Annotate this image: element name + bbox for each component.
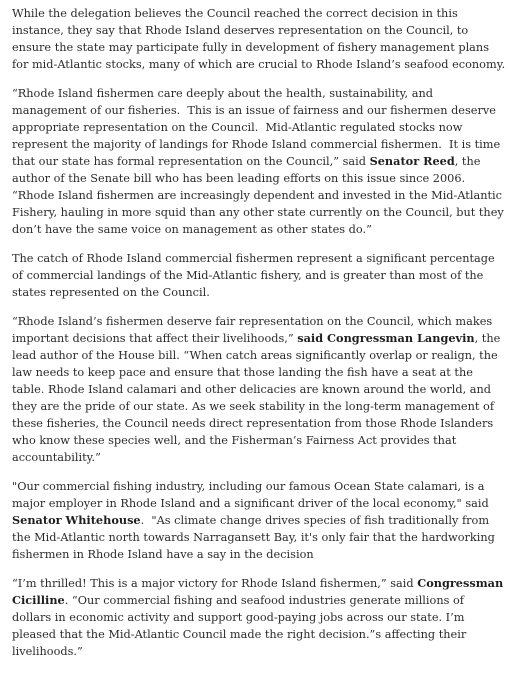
paragraph-catch-statistics <box>12 250 506 301</box>
quote-text: . “Our commercial fishing and seafood industries generate millions of dollars in economic activity and support good-paying jobs across our state. I’m pleased that the Mid-Atlantic Council made the right decision.”s affecting their livelihoods.” <box>12 594 470 658</box>
speaker-name-langevin: said Congressman Langevin <box>297 331 475 345</box>
quote-text: "Our commercial fishing industry, including our famous Ocean State calamari, is a major employer in Rhode Island and a significant driver of the local economy," said <box>12 480 493 510</box>
paragraph-langevin-quote <box>12 313 506 466</box>
quote-text: “Rhode Island’s fishermen deserve fair representation on the Council, which makes important decisions that affect their livelihoods,” <box>12 315 496 345</box>
paragraph-text: While the delegation believes the Council reached the correct decision in this instance, they say that Rhode Island deserves representation on the Council, to ensure the state may participate fully in development of fishery management plans for mid-Atlantic stocks, many of which are crucial to Rhode Island’s seafood economy. <box>12 7 506 71</box>
speaker-name-whitehouse: Senator Whitehouse <box>12 513 141 527</box>
paragraph-cicilline-quote <box>12 575 506 660</box>
speaker-name-reed: Senator Reed <box>369 154 455 168</box>
quote-text: “I’m thrilled! This is a major victory for Rhode Island fishermen,” said <box>12 577 418 590</box>
speaker-name-cicilline: Congressman Cicilline <box>12 576 508 607</box>
quote-text: , the author of the Senate bill who has been leading efforts on this issue since 2006. “Rhode Island fishermen are increasingly dependent and invested in the Mid-Atlantic Fishery, hauling in more squid than any other state currently on the Council, but they don’t have the same voice on management as other states do.” <box>12 155 508 236</box>
quote-text: “Rhode Island fishermen care deeply about the health, sustainability, and management of our fisheries. This is an issue of fairness and our fishermen deserve appropriate representation on the Council. Mid-Atlantic regulated stocks now represent the majority of landings for Rhode Island commercial fishermen. It is time that our state has formal representation on the Council,” said <box>12 87 504 168</box>
paragraph-delegation-position <box>12 5 506 73</box>
article-body <box>12 5 506 660</box>
quote-text: . "As climate change drives species of fish traditionally from the Mid-Atlantic north towards Narragansett Bay, it's only fair that the hardworking fishermen in Rhode Island have a say in the decision <box>12 514 499 561</box>
paragraph-reed-quote <box>12 85 506 238</box>
quote-text: , the lead author of the House bill. “When catch areas significantly overlap or realign, the law needs to keep pace and ensure that those landing the fish have a seat at the table. Rhode Island calamari and other delicacies are known around the world, and they are the pride of our state. As we seek stability in the long-term management of these fisheries, the Council needs direct representation from those Rhode Islanders who know these species well, and the Fisherman’s Fairness Act provides that accountability.” <box>12 332 504 464</box>
paragraph-text: The catch of Rhode Island commercial fishermen represent a significant percentage of commercial landings of the Mid-Atlantic fishery, and is greater than most of the states represented on the Council. <box>12 252 499 299</box>
paragraph-whitehouse-quote <box>12 478 506 563</box>
